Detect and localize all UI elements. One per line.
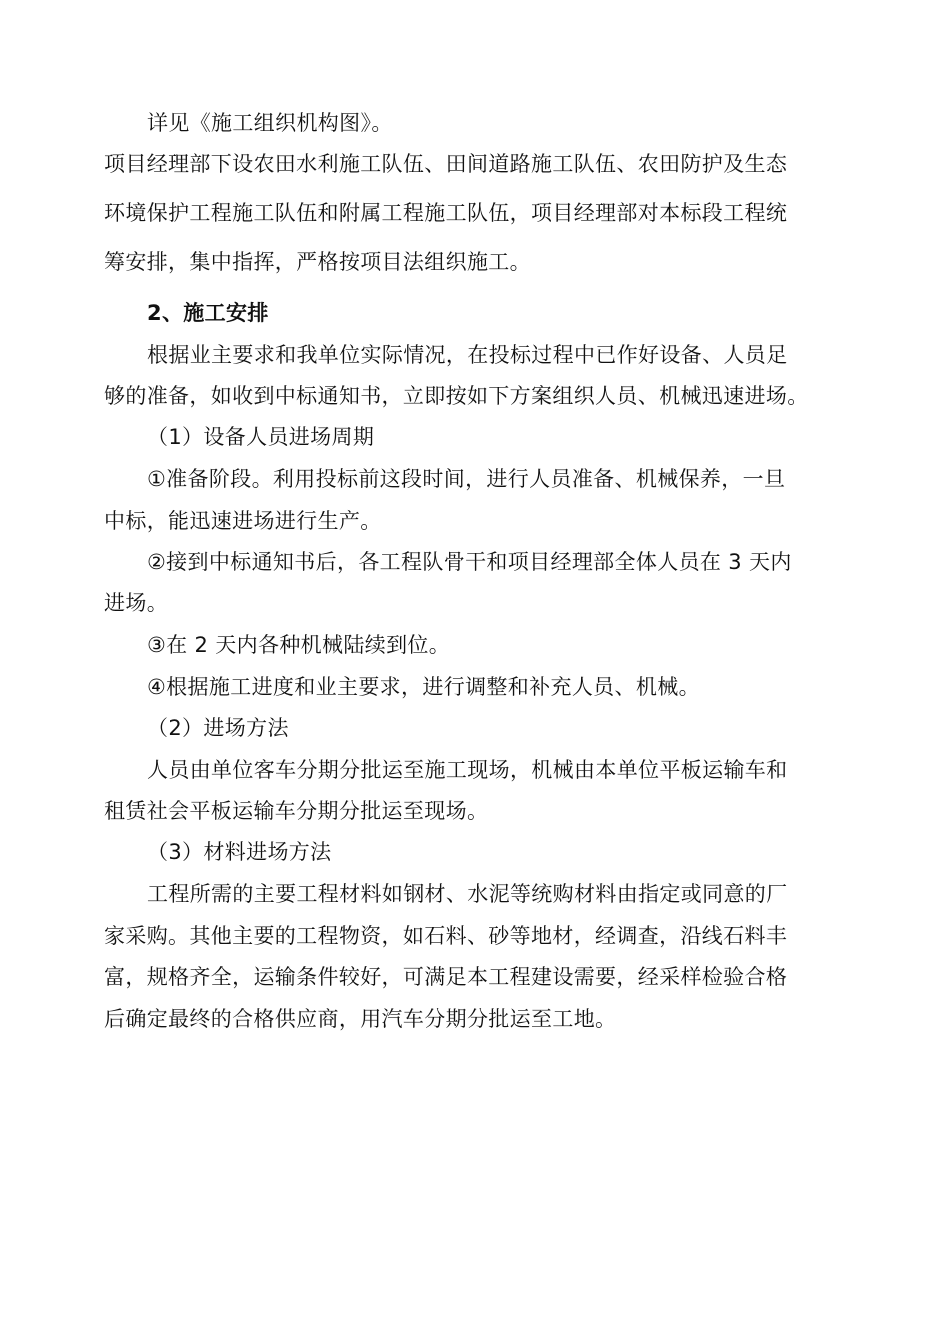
paragraph-line: 工程所需的主要工程材料如钢材、水泥等统购材料由指定或同意的厂 <box>147 882 788 906</box>
paragraph-line: 详见《施工组织机构图》。 <box>147 111 393 135</box>
paragraph-line: 中标，能迅速进场进行生产。 <box>104 509 382 533</box>
paragraph-line: 人员由单位客车分期分批运至施工现场，机械由本单位平板运输车和 <box>147 758 788 782</box>
list-item: ③在 2 天内各种机械陆续到位。 <box>147 633 451 657</box>
paragraph-line: 够的准备，如收到中标通知书，立即按如下方案组织人员、机械迅速进场。 <box>104 384 809 408</box>
list-item: ④根据施工进度和业主要求，进行调整和补充人员、机械。 <box>147 675 700 699</box>
subheading: （3）材料进场方法 <box>147 840 332 864</box>
list-item: ①准备阶段。利用投标前这段时间，进行人员准备、机械保养，一旦 <box>147 467 786 491</box>
paragraph-line: 筹安排，集中指挥，严格按项目法组织施工。 <box>104 250 531 274</box>
paragraph-line: 项目经理部下设农田水利施工队伍、田间道路施工队伍、农田防护及生态 <box>104 152 788 176</box>
subheading: （2）进场方法 <box>147 716 289 740</box>
paragraph-line: 租赁社会平板运输车分期分批运至现场。 <box>104 799 489 823</box>
subheading: （1）设备人员进场周期 <box>147 425 375 449</box>
list-item: ②接到中标通知书后，各工程队骨干和项目经理部全体人员在 3 天内 <box>147 550 792 574</box>
paragraph-line: 环境保护工程施工队伍和附属工程施工队伍，项目经理部对本标段工程统 <box>104 201 788 225</box>
paragraph-line: 富，规格齐全，运输条件较好，可满足本工程建设需要，经采样检验合格 <box>104 965 788 989</box>
paragraph-line: 后确定最终的合格供应商，用汽车分期分批运至工地。 <box>104 1007 617 1031</box>
paragraph-line: 根据业主要求和我单位实际情况，在投标过程中已作好设备、人员足 <box>147 343 788 367</box>
section-heading: 2、施工安排 <box>147 301 269 325</box>
paragraph-line: 进场。 <box>104 591 169 615</box>
paragraph-line: 家采购。其他主要的工程物资，如石料、砂等地材，经调查，沿线石料丰 <box>104 924 788 948</box>
